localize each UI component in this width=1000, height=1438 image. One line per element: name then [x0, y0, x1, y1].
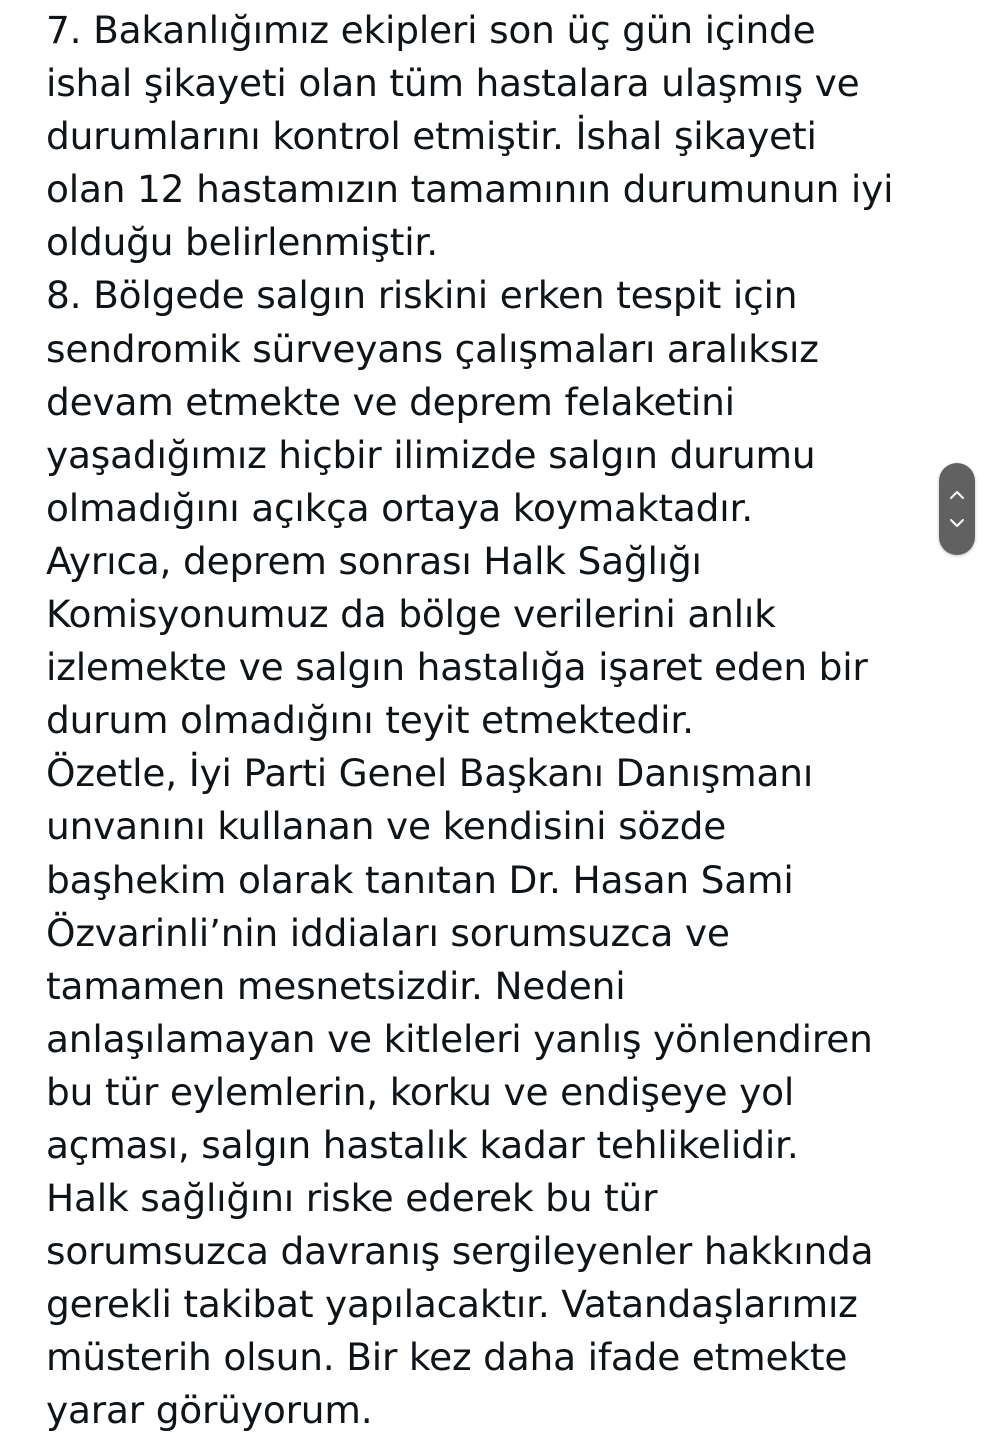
text-line: Komisyonumuz da bölge verilerini anlık — [46, 592, 776, 637]
text-line: müsterih olsun. Bir kez daha ifade etmekte — [46, 1335, 848, 1380]
text-line: Halk sağlığını riske ederek bu tür — [46, 1176, 658, 1221]
text-line: olmadığını açıkça ortaya koymaktadır. — [46, 485, 753, 530]
text-line: yaşadığımız hiçbir ilimizde salgın durumu — [46, 432, 816, 477]
fast-scroll-control[interactable] — [939, 463, 975, 555]
text-line: gerekli takibat yapılacaktır. Vatandaşlarımız — [46, 1282, 858, 1327]
chevron-down-icon[interactable] — [939, 505, 975, 541]
text-line: anlaşılamayan ve kitleleri yanlış yönlendiren — [46, 1016, 873, 1061]
text-line: Ayrıca, deprem sonrası Halk Sağlığı — [46, 538, 702, 583]
text-line: olan 12 hastamızın tamamının durumunun iyi — [46, 167, 894, 212]
tweet-text — [46, 4, 966, 1438]
text-line: Özvarinli’nin iddiaları sorumsuzca ve — [46, 910, 730, 955]
text-line: 8. Bölgede salgın riskini erken tespit için — [46, 273, 798, 318]
text-line: ishal şikayeti olan tüm hastalara ulaşmış ve — [46, 61, 860, 106]
text-line: bu tür eylemlerin, korku ve endişeye yol — [46, 1069, 795, 1114]
text-line: sendromik sürveyans çalışmaları aralıksız — [46, 326, 819, 371]
text-line: durum olmadığını teyit etmektedir. — [46, 698, 694, 743]
text-line: başhekim olarak tanıtan Dr. Hasan Sami — [46, 857, 794, 902]
text-line: durumlarını kontrol etmiştir. İshal şikayeti — [46, 114, 817, 159]
text-line: açması, salgın hastalık kadar tehlikelidir. — [46, 1122, 799, 1167]
text-line: unvanını kullanan ve kendisini sözde — [46, 804, 727, 849]
text-line: devam etmekte ve deprem felaketini — [46, 379, 735, 424]
text-line: olduğu belirlenmiştir. — [46, 220, 438, 265]
text-line: 7. Bakanlığımız ekipleri son üç gün içinde — [46, 8, 816, 52]
text-line: yarar görüyorum. — [46, 1388, 373, 1433]
text-line: Özetle, İyi Parti Genel Başkanı Danışmanı — [46, 751, 814, 796]
text-line: izlemekte ve salgın hastalığa işaret eden bir — [46, 645, 868, 690]
text-line: sorumsuzca davranış sergileyenler hakkında — [46, 1229, 874, 1274]
text-line: tamamen mesnetsizdir. Nedeni — [46, 963, 626, 1008]
